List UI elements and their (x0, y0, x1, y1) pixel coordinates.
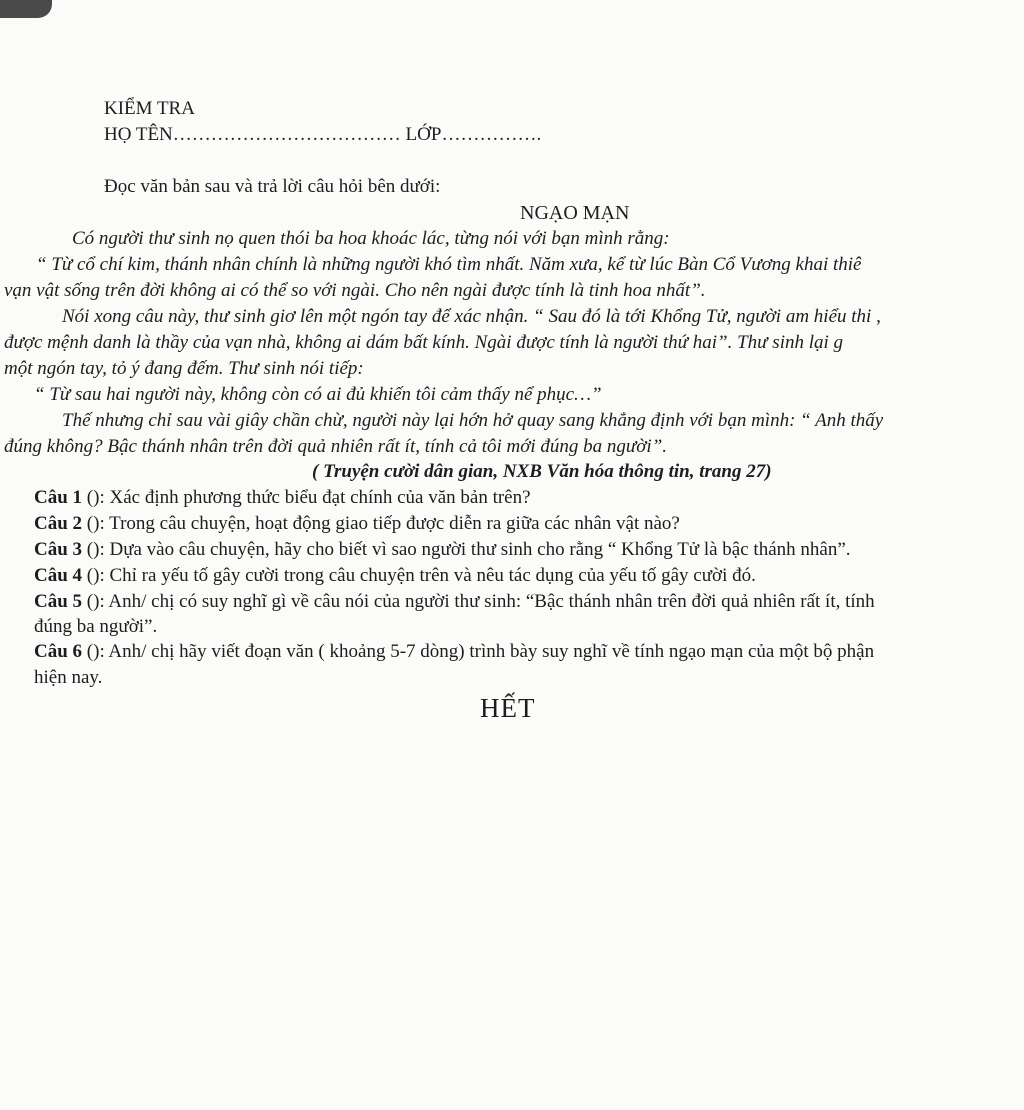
question-text: (): Dựa vào câu chuyện, hãy cho biết vì sao người thư sinh cho rằng “ Khổng Tử là bậc thánh nhân”. (82, 539, 851, 560)
question-6-continuation: hiện nay. (34, 667, 103, 688)
class-label: LỚP (405, 124, 442, 145)
question-5 (34, 590, 875, 614)
instruction-text: Đọc văn bản sau và trả lời câu hỏi bên dưới: (104, 176, 441, 197)
question-2 (34, 512, 680, 536)
story-line: một ngón tay, tỏ ý đang đếm. Thư sinh nói tiếp: (4, 358, 364, 379)
question-text: (): Anh/ chị có suy nghĩ gì về câu nói của người thư sinh: “Bậc thánh nhân trên đời quả nhiên rất ít, tính (82, 591, 875, 612)
story-line: Có người thư sinh nọ quen thói ba hoa khoác lác, từng nói với bạn mình rằng: (72, 228, 670, 249)
story-title: NGẠO MẠN (520, 202, 630, 224)
exam-heading: KIỂM TRA (104, 98, 195, 119)
story-line: “ Từ sau hai người này, không còn có ai đủ khiến tôi cảm thấy nể phục…” (34, 384, 602, 405)
question-5-continuation: đúng ba người”. (34, 616, 158, 637)
class-blank: ……………. (441, 124, 542, 145)
story-line: đúng không? Bậc thánh nhân trên đời quả nhiên rất ít, tính cả tôi mới đúng ba người”. (4, 436, 668, 457)
question-text: (): Xác định phương thức biểu đạt chính của văn bản trên? (82, 487, 531, 508)
question-1 (34, 486, 531, 510)
end-mark: HẾT (480, 693, 536, 723)
question-label: Câu 3 (34, 539, 83, 560)
question-label: Câu 5 (34, 591, 83, 612)
question-3 (34, 538, 851, 562)
question-label: Câu 2 (34, 513, 83, 534)
story-line: Nói xong câu này, thư sinh giơ lên một ngón tay để xác nhận. “ Sau đó là tới Khổng Tử, người am hiểu thi , (62, 306, 881, 327)
question-text: (): Anh/ chị hãy viết đoạn văn ( khoảng 5-7 dòng) trình bày suy nghĩ về tính ngạo mạn của một bộ phận (82, 641, 875, 662)
name-label: HỌ TÊN (104, 124, 173, 145)
story-line: vạn vật sống trên đời không ai có thể so với ngài. Cho nên ngài được tính là tinh hoa nhất”. (4, 280, 706, 301)
question-label: Câu 4 (34, 565, 83, 586)
story-source: ( Truyện cười dân gian, NXB Văn hóa thông tin, trang 27) (312, 461, 772, 482)
question-label: Câu 1 (34, 487, 83, 508)
question-text: (): Trong câu chuyện, hoạt động giao tiếp được diễn ra giữa các nhân vật nào? (82, 513, 680, 534)
story-line: “ Từ cổ chí kim, thánh nhân chính là những người khó tìm nhất. Năm xưa, kể từ lúc Bàn Cổ Vương khai thiê (36, 254, 862, 275)
story-line: Thế nhưng chỉ sau vài giây chần chừ, người này lại hớn hở quay sang khẳng định với bạn mình: “ Anh thấy (62, 410, 884, 431)
question-4 (34, 564, 756, 588)
student-info-line (104, 123, 541, 147)
question-text: (): Chỉ ra yếu tố gây cười trong câu chuyện trên và nêu tác dụng của yếu tố gây cười đó. (82, 565, 756, 586)
name-blank: ……………………………… (172, 124, 401, 145)
story-line: được mệnh danh là thầy của vạn nhà, không ai dám bất kính. Ngài được tính là người thứ hai”. Thư sinh lại g (4, 332, 844, 353)
question-6 (34, 640, 874, 664)
question-label: Câu 6 (34, 641, 83, 662)
